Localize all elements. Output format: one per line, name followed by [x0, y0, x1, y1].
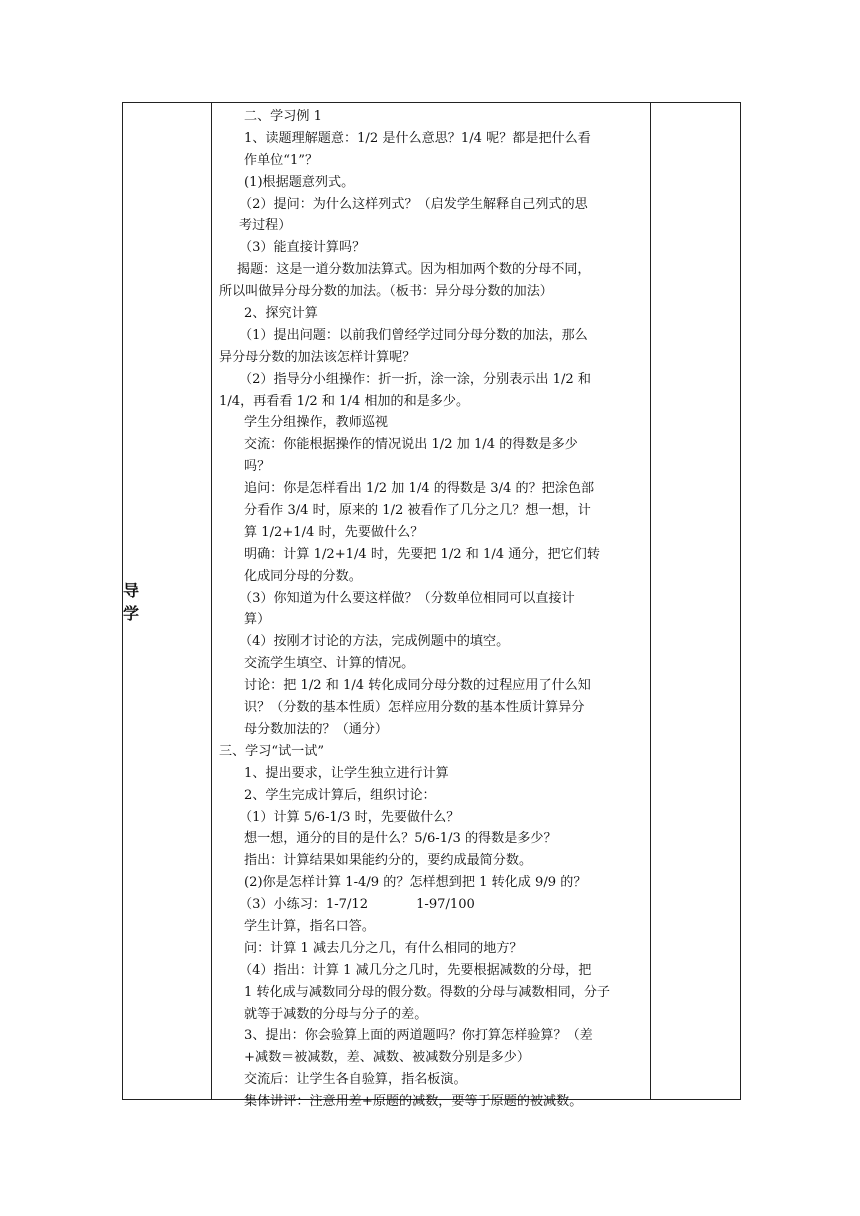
content-line — [219, 741, 645, 763]
content-line — [219, 237, 645, 259]
content-line — [219, 960, 645, 982]
content-line — [219, 369, 645, 391]
content-line — [219, 982, 645, 1004]
line-text: 化成同分母的分数。 — [244, 568, 362, 584]
line-text: （1）提出问题：以前我们曾经学过同分母分数的加法，那么 — [239, 327, 588, 343]
line-text: 作单位“1”？ — [244, 152, 319, 168]
content-line — [219, 566, 645, 588]
content-line — [219, 303, 645, 325]
content-line — [219, 544, 645, 566]
line-text: 分看作 3/4 时，原来的 1/2 被看作了几分之几？想一想，计 — [244, 503, 591, 519]
line-text: （4）指出：计算 1 减几分之几时，先要根据减数的分母，把 — [239, 962, 592, 978]
line-text: 考过程） — [239, 218, 292, 234]
content-line — [219, 172, 645, 194]
content-line — [219, 347, 645, 369]
content-line — [219, 500, 645, 522]
content-line — [219, 609, 645, 631]
line-text: 1、读题理解题意：1/2 是什么意思？1/4 呢？都是把什么看 — [244, 130, 591, 146]
content-line — [219, 478, 645, 500]
line-text: 交流后：让学生各自验算，指名板演。 — [244, 1072, 467, 1088]
line-text: 学生分组操作，教师巡视 — [244, 415, 389, 431]
section-label: 导 学 — [123, 581, 168, 623]
content-line — [219, 106, 645, 128]
notes-cell — [651, 103, 740, 1099]
line-text: 问：计算 1 减去几分之几，有什么相同的地方？ — [244, 940, 523, 956]
line-text: (1)根据题意列式。 — [244, 174, 355, 190]
line-text: 想一想，通分的目的是什么？5/6-1/3 的得数是多少？ — [244, 831, 557, 847]
line-text: 算） — [244, 612, 271, 628]
line-text: （3）你知道为什么要这样做？（分数单位相同可以直接计 — [239, 590, 575, 606]
content-line — [219, 807, 645, 829]
content-line — [219, 434, 645, 456]
content-line — [219, 653, 645, 675]
content-line — [219, 1047, 645, 1069]
line-text: 交流学生填空、计算的情况。 — [244, 656, 415, 672]
content-line — [219, 456, 645, 478]
content-line — [219, 150, 645, 172]
line-text: 讨论：把 1/2 和 1/4 转化成同分母分数的过程应用了什么知 — [244, 678, 591, 694]
line-text: （3）小练习：1-7/12 — [239, 897, 369, 913]
content-line — [219, 894, 645, 916]
content-line — [219, 259, 645, 281]
line-text: （1）计算 5/6-1/3 时，先要做什么？ — [239, 809, 460, 825]
lesson-table — [122, 102, 741, 1110]
line-text: （2）指导分小组操作：折一折，涂一涂，分别表示出 1/2 和 — [239, 371, 591, 387]
content-line — [219, 215, 645, 237]
line-text: 吗？ — [244, 459, 271, 475]
line-text: 三、学习“试一试” — [219, 743, 325, 759]
line-text: 1、提出要求，让学生独立进行计算 — [244, 765, 449, 781]
line-text: 3、提出：你会验算上面的两道题吗？你打算怎样验算？（差 — [244, 1028, 593, 1044]
content-line — [219, 763, 645, 785]
content-line — [219, 1069, 645, 1091]
line-text: 异分母分数的加法该怎样计算呢？ — [219, 349, 416, 365]
content-line — [219, 916, 645, 938]
line-text: 2、学生完成计算后，组织讨论： — [244, 787, 436, 803]
content-line — [219, 522, 645, 544]
line-text: 识？（分数的基本性质）怎样应用分数的基本性质计算异分 — [244, 700, 585, 716]
line-text: 揭题：这是一道分数加法算式。因为相加两个数的分母不同， — [237, 262, 591, 278]
content-line — [219, 697, 645, 719]
section-label-cell — [123, 103, 211, 1099]
line-text: +减数＝被减数，差、减数、被减数分别是多少） — [244, 1050, 530, 1066]
line-text: （4）按刚才讨论的方法，完成例题中的填空。 — [239, 634, 510, 650]
line-text: 交流：你能根据操作的情况说出 1/2 加 1/4 的得数是多少 — [244, 437, 578, 453]
content-line — [219, 785, 645, 807]
content-line — [219, 1004, 645, 1026]
content-line — [219, 128, 645, 150]
line-text: 学生计算，指名口答。 — [244, 918, 375, 934]
content-line — [219, 588, 645, 610]
line-text-secondary: 1-97/100 — [416, 897, 475, 913]
content-line — [219, 719, 645, 741]
line-text: 指出：计算结果如果能约分的，要约成最简分数。 — [244, 853, 533, 869]
content-line — [219, 1025, 645, 1047]
line-text: 所以叫做异分母分数的加法。（板书：异分母分数的加法） — [219, 284, 553, 300]
content-line — [219, 325, 645, 347]
line-text: 二、学习例 1 — [244, 109, 322, 124]
line-text: 1 转化成与减数同分母的假分数。得数的分母与减数相同，分子 — [244, 984, 611, 1000]
line-text: 母分数加法的？（通分） — [244, 721, 389, 737]
content-line — [219, 850, 645, 872]
line-text: （2）提问：为什么这样列式？（启发学生解释自己列式的思 — [239, 196, 588, 212]
content-line — [219, 1091, 645, 1113]
line-text: 就等于减数的分母与分子的差。 — [244, 1006, 428, 1022]
line-text: 算 1/2+1/4 时，先要做什么？ — [244, 524, 424, 540]
line-text: 明确：计算 1/2+1/4 时，先要把 1/2 和 1/4 通分，把它们转 — [244, 546, 600, 562]
content-line — [219, 938, 645, 960]
line-text: 集体讲评：注意用差+原题的减数，要等于原题的被减数。 — [244, 1094, 583, 1110]
line-text: 2、探究计算 — [244, 306, 318, 322]
content-line — [219, 281, 645, 303]
lesson-content — [219, 106, 645, 1113]
content-line — [219, 412, 645, 434]
content-line — [219, 872, 645, 894]
content-line — [219, 194, 645, 216]
content-line — [219, 631, 645, 653]
content-line — [219, 391, 645, 413]
content-line — [219, 675, 645, 697]
line-text: (2)你是怎样计算 1-4/9 的？怎样想到把 1 转化成 9/9 的？ — [244, 875, 587, 891]
line-text: （3）能直接计算吗？ — [239, 240, 366, 256]
content-line — [219, 828, 645, 850]
line-text: 追问：你是怎样看出 1/2 加 1/4 的得数是 3/4 的？把涂色部 — [244, 481, 595, 497]
line-text: 1/4，再看看 1/2 和 1/4 相加的和是多少。 — [219, 393, 470, 409]
